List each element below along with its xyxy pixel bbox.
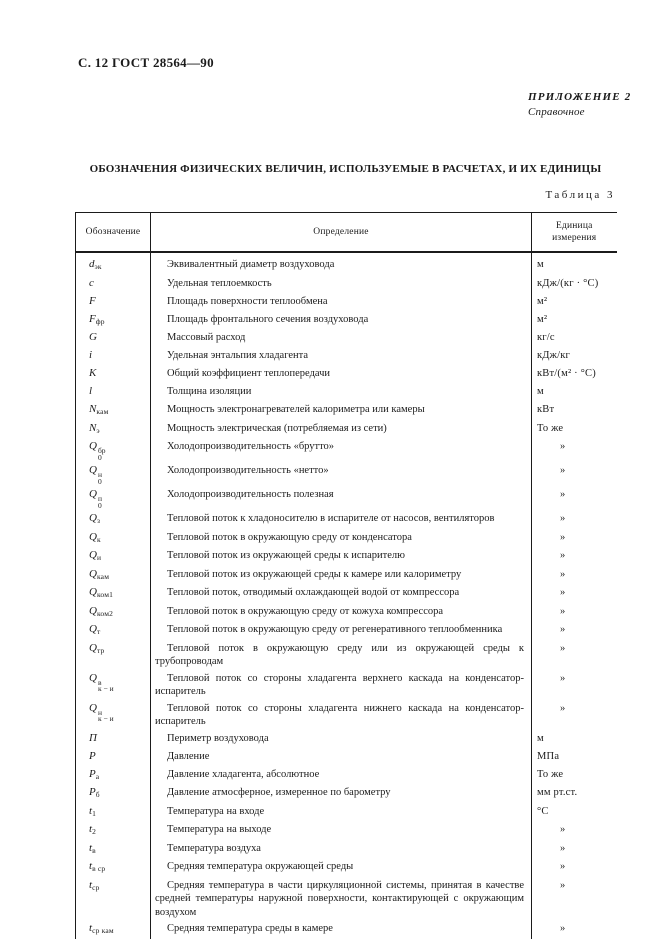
table-row bbox=[76, 547, 617, 566]
column-header-symbol: Обозначение bbox=[76, 213, 151, 253]
symbol-supsub: п 0 bbox=[97, 494, 102, 510]
definition-cell: Массовый расход bbox=[151, 329, 532, 347]
table-row bbox=[76, 858, 617, 877]
definition-cell: Мощность электронагревателей калориметра или камеры bbox=[151, 401, 532, 420]
document-title: ОБОЗНАЧЕНИЯ ФИЗИЧЕСКИХ ВЕЛИЧИН, ИСПОЛЬЗУЕМЫЕ В РАСЧЕТАХ, И ИХ ЕДИНИЦЫ bbox=[89, 163, 602, 175]
definition-cell: Тепловой поток из окружающей среды к камере или калориметру bbox=[151, 566, 532, 585]
symbol-base: t bbox=[89, 878, 93, 891]
ditto-mark: » bbox=[560, 531, 566, 543]
appendix-block bbox=[528, 90, 631, 120]
definition-cell: Площадь фронтального сечения воздуховода bbox=[151, 311, 532, 330]
unit-cell: °С bbox=[537, 805, 549, 817]
symbol-cell bbox=[76, 529, 151, 548]
symbol-cell bbox=[76, 462, 151, 486]
symbol-subscript: б bbox=[95, 790, 100, 799]
definition-cell: Температура на выходе bbox=[151, 821, 532, 840]
symbol-supsub: н к − и bbox=[97, 707, 114, 723]
definition-cell: Давление bbox=[151, 748, 532, 766]
ditto-mark: » bbox=[560, 923, 566, 934]
symbol-cell bbox=[76, 383, 151, 401]
ditto-mark: » bbox=[560, 842, 566, 854]
unit-cell: кг/с bbox=[537, 332, 555, 343]
unit-cell bbox=[532, 821, 617, 840]
ditto-mark: » bbox=[560, 465, 566, 476]
symbol-cell bbox=[76, 858, 151, 877]
symbol-cell bbox=[76, 603, 151, 622]
table-row bbox=[76, 784, 617, 803]
symbol-base: t bbox=[89, 823, 93, 835]
unit-cell bbox=[532, 603, 617, 622]
table-row bbox=[76, 700, 617, 730]
table-row bbox=[76, 486, 617, 510]
ditto-mark: » bbox=[560, 489, 566, 500]
symbol-base: Q bbox=[89, 567, 97, 580]
symbol-cell bbox=[76, 566, 151, 585]
unit-cell bbox=[532, 584, 617, 603]
table-row bbox=[76, 566, 617, 585]
table-row bbox=[76, 462, 617, 486]
definition-cell: Тепловой поток в окружающую среду от кожуха компрессора bbox=[151, 603, 532, 622]
ditto-mark: » bbox=[560, 605, 566, 617]
symbol-base: N bbox=[89, 403, 97, 415]
symbol-subscript: кам bbox=[96, 407, 109, 416]
unit-cell: кДж/(кг · °С) bbox=[537, 277, 599, 289]
definition-cell: Температура воздуха bbox=[151, 840, 532, 859]
table-body bbox=[76, 252, 617, 939]
column-header-unit: Единица измерения bbox=[532, 213, 617, 253]
unit-cell: м² bbox=[537, 295, 548, 307]
table-row bbox=[76, 329, 617, 347]
symbol-supsub: бр 0 bbox=[97, 446, 106, 462]
table-row bbox=[76, 252, 617, 275]
symbol-subscript: 2 bbox=[92, 827, 97, 836]
symbol-cell bbox=[76, 311, 151, 330]
ditto-mark: » bbox=[560, 824, 566, 835]
symbol-cell bbox=[76, 700, 151, 730]
symbol-base: P bbox=[89, 749, 96, 762]
page-header: С. 12 ГОСТ 28564—90 bbox=[78, 55, 214, 70]
symbol-cell bbox=[76, 365, 151, 383]
definition-cell: Тепловой поток в окружающую среду от конденсатора bbox=[151, 529, 532, 548]
table-row bbox=[76, 803, 617, 822]
ditto-mark: » bbox=[560, 587, 566, 598]
definition-cell: Удельная теплоемкость bbox=[151, 275, 532, 293]
symbol-supsub: в к − и bbox=[97, 677, 114, 693]
symbol-base: c bbox=[89, 276, 94, 289]
ditto-mark: » bbox=[560, 702, 566, 714]
symbol-subscript: а bbox=[95, 771, 100, 781]
definition-cell: Удельная энтальпия хладагента bbox=[151, 347, 532, 365]
unit-cell: м bbox=[537, 732, 544, 744]
symbol-subscript: в bbox=[92, 845, 96, 855]
unit-cell: кВт bbox=[537, 404, 555, 415]
symbol-base: Q bbox=[89, 671, 97, 684]
table-row bbox=[76, 383, 617, 401]
definition-cell: Тепловой поток к хладоносителю в испарителе от насосов, вентиляторов bbox=[151, 510, 532, 529]
unit-cell bbox=[532, 858, 617, 877]
table-row bbox=[76, 311, 617, 330]
table-row bbox=[76, 420, 617, 439]
symbol-cell bbox=[76, 275, 151, 293]
ditto-mark: » bbox=[560, 642, 566, 654]
appendix-subtitle: Справочное bbox=[528, 106, 585, 118]
symbol-cell bbox=[76, 584, 151, 603]
unit-cell: мм рт.ст. bbox=[537, 787, 578, 798]
definition-cell: Эквивалентный диаметр воздуховода bbox=[151, 252, 532, 275]
symbol-subscript: ср bbox=[92, 882, 100, 892]
symbol-cell bbox=[76, 486, 151, 510]
unit-cell bbox=[532, 640, 617, 670]
table-header bbox=[76, 213, 617, 253]
symbol-cell bbox=[76, 510, 151, 529]
ditto-mark: » bbox=[560, 861, 566, 872]
definition-cell: Температура на входе bbox=[151, 803, 532, 822]
symbol-subscript: кам bbox=[96, 571, 110, 581]
table-row bbox=[76, 275, 617, 293]
symbol-cell bbox=[76, 640, 151, 670]
symbol-cell bbox=[76, 670, 151, 700]
symbol-base: l bbox=[89, 385, 93, 397]
unit-cell: То же bbox=[537, 422, 564, 434]
symbol-base: Q bbox=[89, 604, 97, 617]
symbol-subscript: в ср bbox=[92, 864, 106, 873]
table-row bbox=[76, 438, 617, 462]
table-row bbox=[76, 510, 617, 529]
definition-cell: Тепловой поток из окружающей среды к испарителю bbox=[151, 547, 532, 566]
definition-cell: Площадь поверхности теплообмена bbox=[151, 293, 532, 311]
symbol-base: Q bbox=[89, 488, 97, 500]
symbol-cell bbox=[76, 420, 151, 439]
symbol-subscript: тр bbox=[96, 645, 105, 655]
definition-cell: Тепловой поток в окружающую среду или из окружающей среды к трубопроводам bbox=[151, 640, 532, 670]
symbol-base: П bbox=[89, 731, 97, 744]
ditto-mark: » bbox=[560, 568, 566, 580]
ditto-mark: » bbox=[560, 513, 566, 524]
definition-cell: Тепловой поток в окружающую среду от регенеративного теплообменника bbox=[151, 621, 532, 640]
symbol-base: Q bbox=[89, 464, 97, 476]
symbol-subscript: фр bbox=[95, 316, 105, 326]
symbol-cell bbox=[76, 766, 151, 785]
symbol-base: d bbox=[89, 258, 95, 270]
symbol-base: i bbox=[89, 349, 93, 361]
symbol-cell bbox=[76, 547, 151, 566]
unit-cell bbox=[532, 486, 617, 510]
symbol-base: P bbox=[89, 767, 96, 780]
definition-cell: Холодопроизводительность полезная bbox=[151, 486, 532, 510]
table-row bbox=[76, 766, 617, 785]
symbol-base: t bbox=[89, 804, 93, 817]
unit-cell bbox=[532, 877, 617, 921]
unit-cell bbox=[532, 621, 617, 640]
symbol-supsub: н 0 bbox=[97, 470, 102, 486]
symbol-cell bbox=[76, 803, 151, 822]
symbol-subscript: э bbox=[96, 425, 100, 435]
unit-cell: кДж/кг bbox=[537, 350, 571, 361]
unit-cell: м bbox=[537, 259, 544, 270]
definition-cell: Тепловой поток со стороны хладагента нижнего каскада на конденсатор-испаритель bbox=[151, 700, 532, 730]
symbol-cell bbox=[76, 329, 151, 347]
unit-cell: МПа bbox=[537, 750, 560, 762]
table-row bbox=[76, 401, 617, 420]
unit-cell bbox=[532, 566, 617, 585]
unit-cell bbox=[532, 462, 617, 486]
symbol-base: t bbox=[89, 841, 93, 854]
table-row bbox=[76, 640, 617, 670]
symbol-base: Q bbox=[89, 440, 97, 452]
symbol-cell bbox=[76, 293, 151, 311]
table-row bbox=[76, 730, 617, 748]
table-row bbox=[76, 603, 617, 622]
unit-cell bbox=[532, 670, 617, 700]
symbol-base: Q bbox=[89, 512, 97, 524]
table-row bbox=[76, 877, 617, 921]
symbol-base: Q bbox=[89, 641, 97, 654]
symbol-base: F bbox=[89, 312, 96, 325]
definition-cell: Давление атмосферное, измеренное по барометру bbox=[151, 784, 532, 803]
designations-table bbox=[75, 212, 617, 939]
symbol-base: Q bbox=[89, 549, 97, 561]
definition-cell: Общий коэффициент теплопередачи bbox=[151, 365, 532, 383]
unit-cell: кВт/(м² · °С) bbox=[537, 368, 596, 379]
symbol-cell bbox=[76, 347, 151, 365]
definition-cell: Средняя температура среды в камере bbox=[151, 920, 532, 939]
table-row bbox=[76, 529, 617, 548]
definition-cell: Тепловой поток, отводимый охлаждающей водой от компрессора bbox=[151, 584, 532, 603]
symbol-subscript: ком2 bbox=[96, 608, 114, 618]
symbol-base: t bbox=[89, 922, 93, 934]
table-row bbox=[76, 840, 617, 859]
table-row bbox=[76, 670, 617, 700]
unit-cell: То же bbox=[537, 768, 564, 780]
unit-cell bbox=[532, 700, 617, 730]
unit-cell: м bbox=[537, 386, 544, 397]
symbol-subscript: з bbox=[96, 516, 101, 525]
definition-cell: Давление хладагента, абсолютное bbox=[151, 766, 532, 785]
symbol-subscript: эк bbox=[94, 262, 102, 271]
definition-cell: Средняя температура в части циркуляционной системы, принятая в качестве средней температуры наружной поверхности, контактирующей с окружающим воздухом bbox=[151, 877, 532, 921]
symbol-base: Q bbox=[89, 530, 97, 543]
appendix-title: ПРИЛОЖЕНИЕ 2 bbox=[528, 91, 632, 103]
table-row bbox=[76, 621, 617, 640]
table-row bbox=[76, 748, 617, 766]
definition-cell: Холодопроизводительность «брутто» bbox=[151, 438, 532, 462]
ditto-mark: » bbox=[560, 672, 566, 684]
unit-cell bbox=[532, 510, 617, 529]
symbol-base: t bbox=[89, 860, 93, 872]
symbol-subscript: и bbox=[96, 553, 102, 562]
ditto-mark: » bbox=[560, 879, 566, 891]
symbol-cell bbox=[76, 748, 151, 766]
symbol-cell bbox=[76, 784, 151, 803]
symbol-cell bbox=[76, 252, 151, 275]
unit-cell bbox=[532, 438, 617, 462]
definition-cell: Толщина изоляции bbox=[151, 383, 532, 401]
symbol-base: Q bbox=[89, 701, 97, 714]
ditto-mark: » bbox=[560, 550, 566, 561]
symbol-subscript: ср кам bbox=[92, 926, 114, 935]
symbol-subscript: ком1 bbox=[96, 590, 114, 599]
symbol-subscript: 1 bbox=[92, 808, 97, 818]
ditto-mark: » bbox=[560, 624, 566, 635]
symbol-base: Q bbox=[89, 623, 97, 635]
symbol-cell bbox=[76, 438, 151, 462]
table-row bbox=[76, 584, 617, 603]
table-row bbox=[76, 347, 617, 365]
definition-cell: Холодопроизводительность «нетто» bbox=[151, 462, 532, 486]
definition-cell: Тепловой поток со стороны хладагента верхнего каскада на конденсатор-испаритель bbox=[151, 670, 532, 700]
unit-cell bbox=[532, 840, 617, 859]
ditto-mark: » bbox=[560, 441, 566, 452]
unit-cell bbox=[532, 529, 617, 548]
symbol-cell bbox=[76, 401, 151, 420]
symbol-subscript: к bbox=[96, 534, 101, 544]
symbol-base: K bbox=[89, 367, 97, 379]
definition-cell: Средняя температура окружающей среды bbox=[151, 858, 532, 877]
table-label: Таблица 3 bbox=[545, 189, 615, 201]
symbol-cell bbox=[76, 821, 151, 840]
table-row bbox=[76, 365, 617, 383]
column-header-definition: Определение bbox=[151, 213, 532, 253]
unit-cell: м² bbox=[537, 313, 548, 325]
symbol-cell bbox=[76, 730, 151, 748]
symbol-subscript: т bbox=[96, 627, 101, 636]
symbol-base: Q bbox=[89, 586, 97, 598]
table-row bbox=[76, 821, 617, 840]
definition-cell: Мощность электрическая (потребляемая из сети) bbox=[151, 420, 532, 439]
symbol-base: P bbox=[89, 786, 96, 798]
symbol-cell bbox=[76, 840, 151, 859]
symbol-cell bbox=[76, 877, 151, 921]
symbol-base: F bbox=[89, 294, 96, 307]
unit-cell bbox=[532, 547, 617, 566]
definition-cell: Периметр воздуховода bbox=[151, 730, 532, 748]
symbol-base: N bbox=[89, 421, 97, 434]
symbol-cell bbox=[76, 621, 151, 640]
table-row bbox=[76, 293, 617, 311]
symbol-base: G bbox=[89, 331, 97, 343]
